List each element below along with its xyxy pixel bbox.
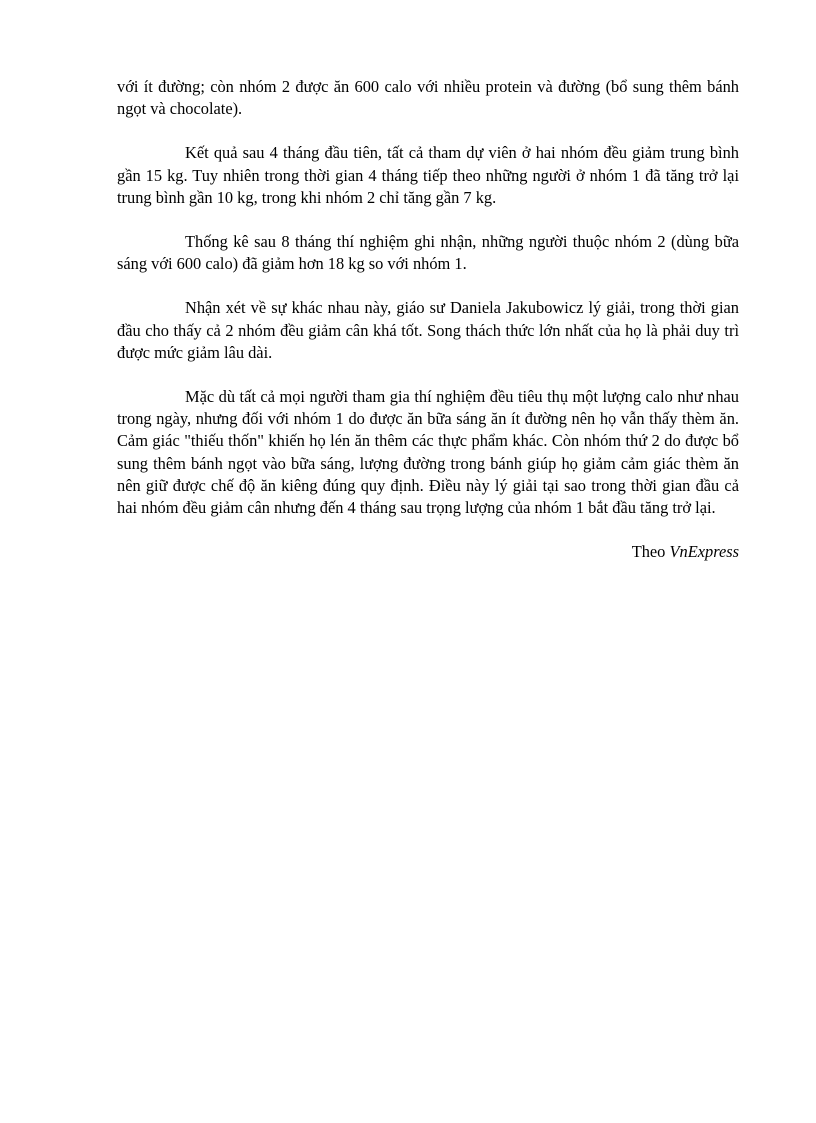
paragraph-spacer bbox=[117, 120, 739, 142]
source-attribution bbox=[117, 541, 739, 563]
paragraph-continuation: với ít đường; còn nhóm 2 được ăn 600 calo với nhiều protein và đường (bổ sung thêm bánh ngọt và chocolate). bbox=[117, 77, 739, 119]
paragraph-spacer bbox=[117, 364, 739, 386]
paragraph-professor-comment: Nhận xét về sự khác nhau này, giáo sư Daniela Jakubowicz lý giải, trong thời gian đầu cho thấy cả 2 nhóm đều giảm cân khá tốt. Song thách thức lớn nhất của họ là phải duy trì được mức giảm lâu dài. bbox=[117, 298, 739, 362]
attribution-prefix: Theo bbox=[631, 542, 666, 562]
paragraph-results-4-months: Kết quả sau 4 tháng đầu tiên, tất cả tham dự viên ở hai nhóm đều giảm trung bình gần 15 kg. Tuy nhiên trong thời gian 4 tháng tiếp theo những người ở nhóm 1 đã tăng trở lại trung bình gần 10 kg, trong khi nhóm 2 chỉ tăng gần 7 kg. bbox=[117, 143, 739, 207]
paragraph-statistics-8-months: Thống kê sau 8 tháng thí nghiệm ghi nhận, những người thuộc nhóm 2 (dùng bữa sáng với 600 calo) đã giảm hơn 18 kg so với nhóm 1. bbox=[117, 232, 739, 274]
paragraph-explanation: Mặc dù tất cả mọi người tham gia thí nghiệm đều tiêu thụ một lượng calo như nhau trong ngày, nhưng đối với nhóm 1 do được ăn bữa sáng ăn ít đường nên họ vẫn thấy thèm ăn. Cảm giác "thiếu thốn" khiến họ lén ăn thêm các thực phẩm khác. Còn nhóm thứ 2 do được bổ sung thêm bánh ngọt vào bữa sáng, lượng đường trong bánh giúp họ giảm cảm giác thèm ăn nên giữ được chế độ ăn kiêng đúng quy định. Điều này lý giải tại sao trong thời gian đầu cả hai nhóm đều giảm cân nhưng đến 4 tháng sau trọng lượng của nhóm 1 bắt đầu tăng trở lại. bbox=[117, 387, 739, 518]
paragraph-spacer bbox=[117, 209, 739, 231]
document-page bbox=[117, 76, 739, 563]
attribution-source: VnExpress bbox=[669, 542, 739, 562]
paragraph-spacer bbox=[117, 519, 739, 541]
paragraph-spacer bbox=[117, 275, 739, 297]
